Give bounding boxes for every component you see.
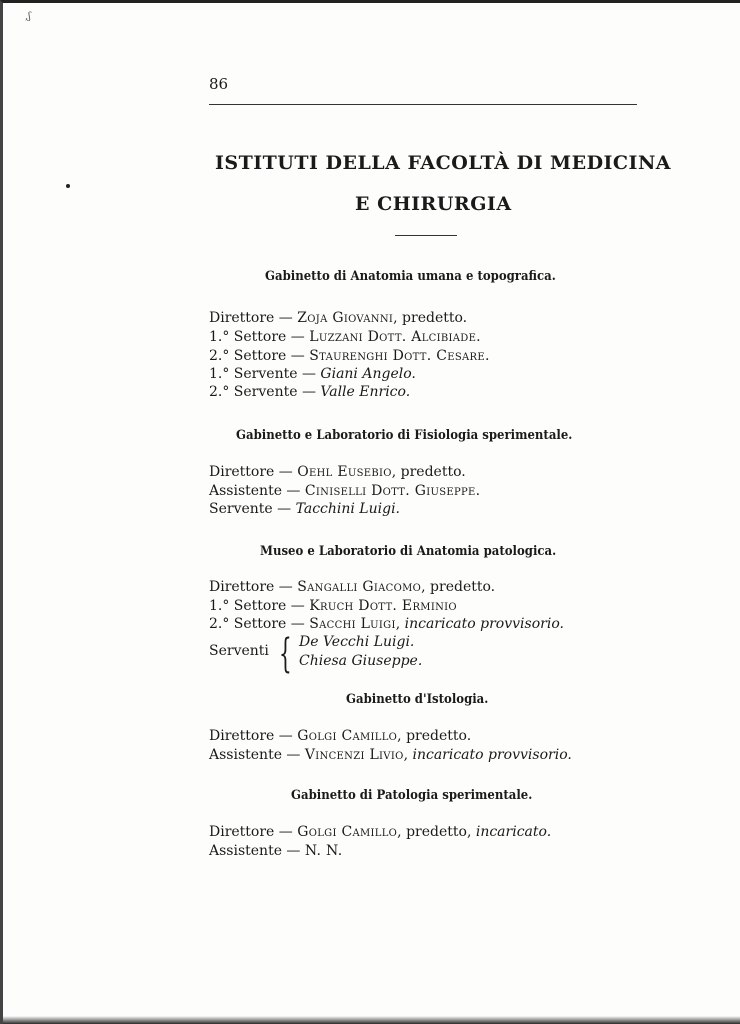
entry-name: Kruch Dott. Erminio — [309, 598, 457, 614]
entry-role: Direttore — — [209, 579, 293, 595]
entry-rest: , — [395, 616, 401, 632]
entry-role: 1.° Settore — — [209, 598, 305, 614]
entry-role: Servente — — [209, 501, 292, 517]
section-heading-istologia: Gabinetto d'Istologia. — [346, 692, 489, 707]
entry-name: Sacchi Luigi — [309, 616, 396, 632]
entry-italic: Giani Angelo. — [320, 366, 416, 382]
entry-name: Luzzani Dott. Alcibiade. — [309, 329, 481, 345]
entry-name: Zoja Giovanni — [297, 310, 394, 326]
entry-name: Staurenghi Dott. Cesare. — [309, 348, 490, 364]
entry-rest: , predetto. — [391, 464, 466, 480]
entry-role: 1.° Settore — — [209, 329, 305, 345]
servant-name: De Vecchi Luigi. — [299, 634, 415, 650]
entry-italic: incaricato. — [475, 824, 552, 840]
entry-name: Oehl Eusebio — [297, 464, 392, 480]
section-heading-fisiologia: Gabinetto e Laboratorio di Fisiologia sperimentale. — [236, 428, 573, 443]
header-rule — [209, 104, 637, 105]
entry-italic: Tacchini Luigi. — [295, 501, 400, 517]
entry-name: Sangalli Giacomo — [297, 579, 422, 595]
title-divider — [395, 235, 457, 236]
entry-line — [209, 347, 490, 365]
entry-line — [209, 597, 457, 615]
entry-italic: incaricato provvisorio. — [412, 747, 572, 763]
entry-rest: , predetto, — [397, 824, 472, 840]
entry-line — [209, 365, 416, 383]
entry-italic: incaricato provvisorio. — [404, 616, 564, 632]
page-title-line1: ISTITUTI DELLA FACOLTÀ DI MEDICINA — [215, 152, 672, 174]
entry-line — [209, 328, 481, 346]
entry-line — [209, 500, 400, 518]
section-heading-anatomia-umana: Gabinetto di Anatomia umana e topografica. — [265, 269, 556, 284]
servants-label: Serventi — [209, 643, 269, 659]
entry-role: Direttore — — [209, 310, 293, 326]
section-heading-patologia: Gabinetto di Patologia sperimentale. — [291, 788, 533, 803]
entry-line — [209, 309, 467, 327]
entry-italic: Valle Enrico. — [320, 384, 411, 400]
entry-role: Assistente — — [209, 483, 301, 499]
page-title-line2: E CHIRURGIA — [355, 193, 512, 215]
entry-line — [209, 383, 410, 401]
entry-line — [209, 727, 471, 745]
brace-glyph: { — [279, 631, 292, 677]
entry-role: Assistente — — [209, 843, 301, 859]
page-number: 86 — [209, 75, 229, 93]
entry-line — [209, 463, 466, 481]
entry-rest: , predetto. — [397, 728, 472, 744]
entry-role: 1.° Servente — — [209, 366, 316, 382]
entry-rest: , — [403, 747, 409, 763]
entry-line — [209, 746, 572, 764]
entry-line — [209, 823, 551, 841]
corner-scan-mark: ,ʃ — [25, 11, 31, 22]
entry-line — [209, 842, 342, 860]
section-heading-anatomia-patologica: Museo e Laboratorio di Anatomia patologica. — [260, 544, 557, 559]
entry-line — [209, 482, 480, 500]
entry-line — [209, 578, 495, 596]
entry-role: 2.° Settore — — [209, 616, 305, 632]
entry-line — [209, 615, 564, 633]
ink-spot — [66, 184, 70, 188]
entry-rest: , predetto. — [421, 579, 496, 595]
entry-role: Direttore — — [209, 464, 293, 480]
entry-name: Golgi Camillo — [297, 824, 398, 840]
entry-name: Vincenzi Livio — [304, 747, 404, 763]
entry-role: Direttore — — [209, 824, 293, 840]
entry-name: Ciniselli Dott. Giuseppe. — [304, 483, 481, 499]
entry-role: Assistente — — [209, 747, 301, 763]
page-bottom-edge — [3, 1016, 740, 1024]
entry-name: N. N. — [304, 843, 343, 859]
servant-name: Chiesa Giuseppe. — [299, 653, 423, 669]
entry-role: 2.° Servente — — [209, 384, 316, 400]
entry-role: 2.° Settore — — [209, 348, 305, 364]
entry-rest: , predetto. — [393, 310, 468, 326]
entry-role: Direttore — — [209, 728, 293, 744]
entry-name: Golgi Camillo — [297, 728, 398, 744]
